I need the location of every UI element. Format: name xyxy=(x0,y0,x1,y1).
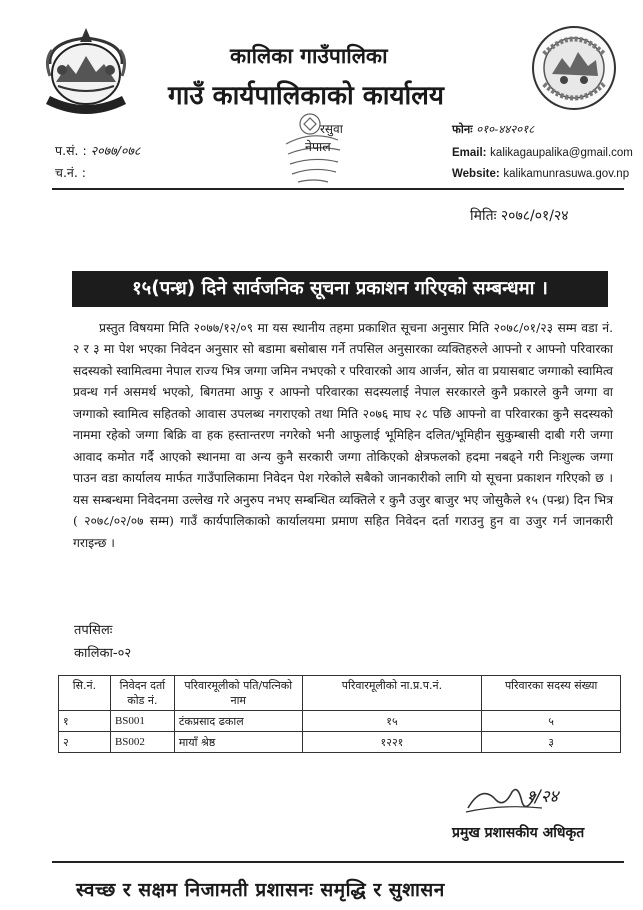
header-divider xyxy=(52,188,624,190)
notice-subject: १५(पन्ध्र) दिने सार्वजनिक सूचना प्रकाशन गरिएको सम्बन्धमा । xyxy=(72,271,608,307)
office-name-line2: गाउँ कार्यपालिकाको कार्यालय xyxy=(168,81,444,111)
cell-code: BS001 xyxy=(110,711,174,732)
signatory-title: प्रमुख प्रशासकीय अधिकृत xyxy=(452,825,585,841)
nepal-emblem-icon xyxy=(38,24,134,124)
table-row xyxy=(59,711,621,732)
footer-divider xyxy=(52,861,624,863)
col-header-citizenship: परिवारमूलीको ना.प्र.प.नं. xyxy=(302,676,482,711)
footer-slogan: स्वच्छ र सक्षम निजामती प्रशासनः समृद्धि र सुशासन xyxy=(76,879,445,901)
cell-members: ३ xyxy=(482,732,621,753)
phone-line: फोनः ०१०-४४२०१८ xyxy=(452,122,535,136)
cell-code: BS002 xyxy=(110,732,174,753)
office-name-line1: कालिका गाउँपालिका xyxy=(230,44,388,68)
cell-sn: २ xyxy=(59,732,111,753)
reference-number: प.सं. : २०७७/०७८ xyxy=(55,143,141,158)
table-row xyxy=(59,732,621,753)
cell-citizenship: १२२१ xyxy=(302,732,482,753)
phone-value: ०१०-४४२०१८ xyxy=(476,122,535,136)
cell-members: ५ xyxy=(482,711,621,732)
reference-number-value: २०७७/०७८ xyxy=(90,143,141,158)
col-header-members: परिवारका सदस्य संख्या xyxy=(482,676,621,711)
signature xyxy=(462,778,572,822)
website-line: Website: kalikamunrasuwa.gov.np xyxy=(452,168,630,180)
col-header-sn: सि.नं. xyxy=(59,676,111,711)
col-header-name: परिवारमूलीको पति/पत्निको नाम xyxy=(174,676,302,711)
office-address: नेपाल xyxy=(305,139,331,154)
dispatch-number: च.नं. : xyxy=(55,165,87,180)
email-line: Email: kalikagaupalika@gmail.com xyxy=(452,147,633,159)
applicant-table xyxy=(58,675,621,753)
notice-date: मितिः २०७८/०१/२४ xyxy=(470,208,569,224)
cell-sn: १ xyxy=(59,711,111,732)
cell-name: टंकप्रसाद ढकाल xyxy=(174,711,302,732)
email-value: kalikagaupalika@gmail.com xyxy=(490,147,633,159)
cell-citizenship: १५ xyxy=(302,711,482,732)
table-header-row xyxy=(59,676,621,711)
ward-label: कालिका-०२ xyxy=(74,646,132,661)
tapsil-label: तपसिलः xyxy=(74,623,113,638)
notice-body-paragraph: प्रस्तुत विषयमा मिति २०७७/१२/०९ मा यस स्थानीय तहमा प्रकाशित सूचना अनुसार मिति २०७८/०१/२३ सम्म वडा नं. २ र ३ मा पेश भएका निवेदन अनुसार सो बडामा बसोबास गर्ने तपसिल अनुसारका व्यक्तिहरुले आफ्नो र आफ्नो परिवारका सदस्यको स्वामित्वमा नेपाल राज्य भित्र जग्गा जमिन नभएको र परिवारको आय आर्जन, स्रोत वा प्रयासबाट जग्गाको स्वामित्व प्रवन्ध गर्न असमर्थ भएको, बिगतमा आफु र आफ्नो परिवारका सदस्यलाई नेपाल सरकारले कुनै प्रकारले कुनै जग्गा वा जग्गाको स्वामित्व सहितको आवास उपलब्ध नगराएको तथा मिति २०७६ माघ २८ पछि आफ्नो वा परिवारका कुनै सदस्यको नाममा रहेको जग्गा बिक्रि वा हक हस्तान्तरण नगरेको भनी आफुलाई भूमिहिन दलित/भूमिहीन सुकुम्बासी दाबी गरी जग्गा आवाद कमोत गर्दै आएको स्थानमा वा अन्य कुनै सरकारी जग्गा तोकिएको क्षेत्रफलको हदमा नबढ्ने गरी निःशुल्क जग्गा पाउन वडा कार्यालय मार्फत गाउँपालिकामा निवेदन पेश गरेकोले सबैको जानकारीको लागि यो सूचना प्रकाशन गरिएको छ । यस सम्बन्धमा निवेदनमा उल्लेख गरे अनुरुप नभए सम्बन्धित व्यक्तिले र कुनै उजुर बाजुर भए जोसुकैले १५ (पन्ध्र) दिन भित्र ( २०७८/०२/०७ सम्म) गाउँ कार्यपालिकाको कार्यालयमा प्रमाण सहित निवेदन दर्ता गराउनु हुन वा उजुर गर्न जानकारी गराइन्छ । xyxy=(73,321,613,550)
cell-name: मायाँ श्रेष्ठ xyxy=(174,732,302,753)
website-value: kalikamunrasuwa.gov.np xyxy=(503,168,630,180)
signature-date: १/२४ xyxy=(526,787,559,807)
notice-body xyxy=(73,318,613,554)
col-header-code: निवेदन दर्ता कोड नं. xyxy=(110,676,174,711)
stamp-text: रसुवा xyxy=(320,122,343,136)
municipality-seal-icon xyxy=(530,24,618,112)
